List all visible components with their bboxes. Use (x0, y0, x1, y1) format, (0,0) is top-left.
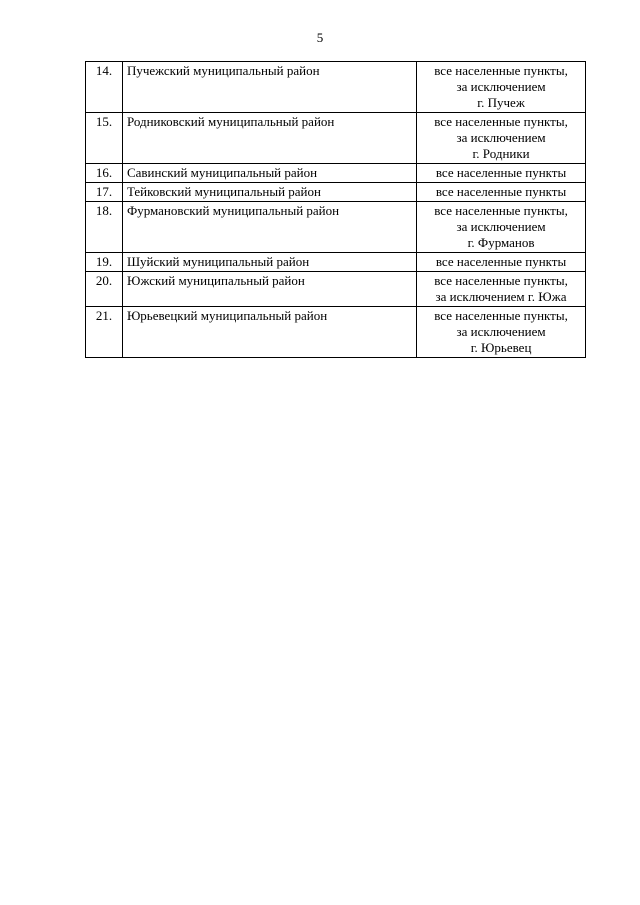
row-number: 19. (86, 253, 123, 272)
district-name: Южский муниципальный район (122, 272, 416, 307)
scope-line: за исключением (456, 324, 546, 339)
scope-line: за исключением (456, 79, 546, 94)
page-number: 5 (316, 30, 324, 45)
scope-line: за исключением (456, 219, 546, 234)
district-name: Родниковский муниципальный район (122, 113, 416, 164)
table-row (86, 202, 586, 253)
scope-line: г. Пучеж (477, 95, 525, 110)
settlements-scope (417, 253, 586, 272)
scope-line: за исключением (456, 130, 546, 145)
district-name: Фурмановский муниципальный район (122, 202, 416, 253)
settlements-scope (417, 164, 586, 183)
district-name: Савинский муниципальный район (122, 164, 416, 183)
district-name: Юрьевецкий муниципальный район (122, 307, 416, 358)
district-name: Пучежский муниципальный район (122, 62, 416, 113)
scope-line: все населенные пункты, (434, 273, 568, 288)
table-row (86, 253, 586, 272)
table-row (86, 164, 586, 183)
scope-line: за исключением г. Южа (435, 289, 567, 304)
table-row (86, 62, 586, 113)
scope-line: г. Фурманов (467, 235, 535, 250)
scope-line: все населенные пункты, (434, 63, 568, 78)
row-number: 15. (86, 113, 123, 164)
row-number: 14. (86, 62, 123, 113)
scope-line: г. Родники (472, 146, 530, 161)
row-number: 16. (86, 164, 123, 183)
settlements-scope (417, 307, 586, 358)
row-number: 18. (86, 202, 123, 253)
table-row (86, 307, 586, 358)
scope-line: все населенные пункты, (434, 114, 568, 129)
scope-line: все населенные пункты (435, 165, 567, 180)
row-number: 20. (86, 272, 123, 307)
table-row (86, 272, 586, 307)
settlements-scope (417, 183, 586, 202)
settlements-scope (417, 272, 586, 307)
scope-line: все населенные пункты (435, 184, 567, 199)
regions-table (85, 61, 586, 358)
scope-line: все населенные пункты (435, 254, 567, 269)
scope-line: г. Юрьевец (470, 340, 532, 355)
table-row (86, 113, 586, 164)
regions-table-body (86, 62, 586, 358)
row-number: 21. (86, 307, 123, 358)
scope-line: все населенные пункты, (434, 203, 568, 218)
settlements-scope (417, 62, 586, 113)
scope-line: все населенные пункты, (434, 308, 568, 323)
district-name: Тейковский муниципальный район (122, 183, 416, 202)
table-row (86, 183, 586, 202)
district-name: Шуйский муниципальный район (122, 253, 416, 272)
settlements-scope (417, 202, 586, 253)
settlements-scope (417, 113, 586, 164)
row-number: 17. (86, 183, 123, 202)
